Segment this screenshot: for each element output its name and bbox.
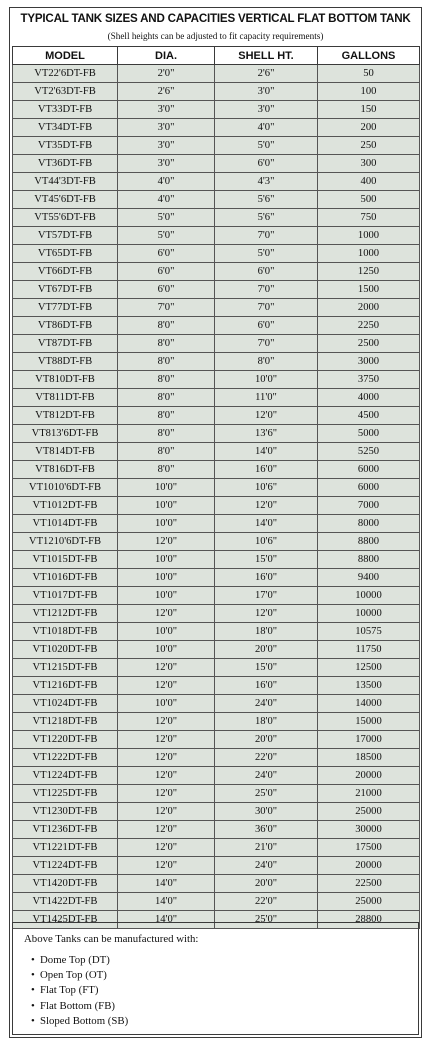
- table-row: [13, 641, 420, 659]
- cell-diameter: 2'6": [118, 83, 215, 101]
- cell-model: VT1210'6DT-FB: [13, 533, 118, 551]
- table-row: [13, 569, 420, 587]
- cell-model: VT1018DT-FB: [13, 623, 118, 641]
- cell-diameter: 3'0": [118, 155, 215, 173]
- table-row: [13, 389, 420, 407]
- table-row: [13, 857, 420, 875]
- cell-gallons: 6000: [318, 479, 420, 497]
- table-row: [13, 875, 420, 893]
- cell-diameter: 14'0": [118, 875, 215, 893]
- cell-shell-height: 14'0": [215, 515, 318, 533]
- cell-diameter: 3'0": [118, 137, 215, 155]
- table-row: [13, 425, 420, 443]
- cell-model: VT45'6DT-FB: [13, 191, 118, 209]
- table-row: [13, 353, 420, 371]
- cell-model: VT1012DT-FB: [13, 497, 118, 515]
- cell-model: VT1422DT-FB: [13, 893, 118, 911]
- cell-model: VT814DT-FB: [13, 443, 118, 461]
- cell-gallons: 25000: [318, 803, 420, 821]
- cell-diameter: 12'0": [118, 785, 215, 803]
- cell-model: VT66DT-FB: [13, 263, 118, 281]
- cell-shell-height: 7'0": [215, 227, 318, 245]
- cell-shell-height: 11'0": [215, 389, 318, 407]
- table-row: [13, 299, 420, 317]
- cell-model: VT2'63DT-FB: [13, 83, 118, 101]
- cell-diameter: 12'0": [118, 659, 215, 677]
- cell-diameter: 7'0": [118, 299, 215, 317]
- cell-gallons: 8000: [318, 515, 420, 533]
- cell-shell-height: 24'0": [215, 695, 318, 713]
- table-row: [13, 587, 420, 605]
- cell-gallons: 14000: [318, 695, 420, 713]
- cell-diameter: 4'0": [118, 173, 215, 191]
- cell-model: VT1222DT-FB: [13, 749, 118, 767]
- cell-model: VT1020DT-FB: [13, 641, 118, 659]
- cell-shell-height: 18'0": [215, 713, 318, 731]
- tank-size-table: [12, 46, 420, 929]
- table-row: [13, 443, 420, 461]
- cell-diameter: 8'0": [118, 407, 215, 425]
- table-row: [13, 659, 420, 677]
- cell-diameter: 6'0": [118, 263, 215, 281]
- cell-shell-height: 2'6": [215, 65, 318, 83]
- cell-model: VT1224DT-FB: [13, 767, 118, 785]
- cell-diameter: 12'0": [118, 821, 215, 839]
- column-header-shell-height: SHELL HT.: [215, 47, 318, 65]
- cell-shell-height: 21'0": [215, 839, 318, 857]
- table-row: [13, 83, 420, 101]
- cell-model: VT1220DT-FB: [13, 731, 118, 749]
- cell-shell-height: 24'0": [215, 767, 318, 785]
- tank-capacity-sheet: [9, 7, 422, 1038]
- cell-gallons: 9400: [318, 569, 420, 587]
- cell-model: VT86DT-FB: [13, 317, 118, 335]
- cell-gallons: 12500: [318, 659, 420, 677]
- cell-shell-height: 20'0": [215, 641, 318, 659]
- cell-gallons: 18500: [318, 749, 420, 767]
- cell-gallons: 15000: [318, 713, 420, 731]
- cell-gallons: 5250: [318, 443, 420, 461]
- cell-shell-height: 8'0": [215, 353, 318, 371]
- column-header-gallons: GALLONS: [318, 47, 420, 65]
- cell-model: VT1017DT-FB: [13, 587, 118, 605]
- cell-gallons: 20000: [318, 857, 420, 875]
- table-row: [13, 785, 420, 803]
- cell-shell-height: 6'0": [215, 263, 318, 281]
- cell-gallons: 100: [318, 83, 420, 101]
- cell-shell-height: 18'0": [215, 623, 318, 641]
- table-row: [13, 263, 420, 281]
- cell-shell-height: 5'6": [215, 191, 318, 209]
- cell-model: VT36DT-FB: [13, 155, 118, 173]
- cell-diameter: 10'0": [118, 641, 215, 659]
- table-row: [13, 191, 420, 209]
- cell-shell-height: 10'6": [215, 479, 318, 497]
- cell-model: VT1010'6DT-FB: [13, 479, 118, 497]
- cell-gallons: 30000: [318, 821, 420, 839]
- cell-gallons: 3000: [318, 353, 420, 371]
- table-row: [13, 335, 420, 353]
- cell-gallons: 2000: [318, 299, 420, 317]
- cell-model: VT1024DT-FB: [13, 695, 118, 713]
- options-heading: Above Tanks can be manufactured with:: [24, 933, 199, 945]
- cell-gallons: 17000: [318, 731, 420, 749]
- cell-shell-height: 6'0": [215, 317, 318, 335]
- cell-diameter: 8'0": [118, 425, 215, 443]
- option-label: Flat Bottom (FB): [40, 999, 115, 1012]
- cell-model: VT1218DT-FB: [13, 713, 118, 731]
- cell-model: VT1230DT-FB: [13, 803, 118, 821]
- cell-model: VT1216DT-FB: [13, 677, 118, 695]
- cell-model: VT44'3DT-FB: [13, 173, 118, 191]
- cell-diameter: 12'0": [118, 677, 215, 695]
- cell-diameter: 5'0": [118, 209, 215, 227]
- cell-diameter: 12'0": [118, 731, 215, 749]
- cell-model: VT1015DT-FB: [13, 551, 118, 569]
- cell-gallons: 300: [318, 155, 420, 173]
- cell-diameter: 10'0": [118, 551, 215, 569]
- cell-shell-height: 22'0": [215, 749, 318, 767]
- cell-shell-height: 4'0": [215, 119, 318, 137]
- cell-model: VT77DT-FB: [13, 299, 118, 317]
- cell-model: VT1225DT-FB: [13, 785, 118, 803]
- cell-shell-height: 3'0": [215, 83, 318, 101]
- cell-diameter: 3'0": [118, 101, 215, 119]
- cell-gallons: 28800: [318, 911, 420, 929]
- cell-shell-height: 16'0": [215, 569, 318, 587]
- cell-model: VT812DT-FB: [13, 407, 118, 425]
- cell-gallons: 2500: [318, 335, 420, 353]
- cell-diameter: 6'0": [118, 245, 215, 263]
- cell-diameter: 6'0": [118, 281, 215, 299]
- cell-model: VT88DT-FB: [13, 353, 118, 371]
- cell-diameter: 10'0": [118, 623, 215, 641]
- cell-diameter: 12'0": [118, 749, 215, 767]
- cell-model: VT65DT-FB: [13, 245, 118, 263]
- table-row: [13, 893, 420, 911]
- option-label: Dome Top (DT): [40, 954, 110, 966]
- cell-diameter: 12'0": [118, 605, 215, 623]
- cell-gallons: 4000: [318, 389, 420, 407]
- list-item: [31, 983, 128, 998]
- table-row: [13, 677, 420, 695]
- page-subtitle: (Shell heights can be adjusted to fit capacity requirements): [107, 31, 324, 41]
- table-row: [13, 803, 420, 821]
- cell-shell-height: 25'0": [215, 911, 318, 929]
- cell-shell-height: 4'3": [215, 173, 318, 191]
- cell-model: VT1224DT-FB: [13, 857, 118, 875]
- table-row: [13, 767, 420, 785]
- table-row: [13, 497, 420, 515]
- cell-shell-height: 30'0": [215, 803, 318, 821]
- cell-diameter: 4'0": [118, 191, 215, 209]
- table-row: [13, 749, 420, 767]
- cell-shell-height: 12'0": [215, 605, 318, 623]
- cell-gallons: 7000: [318, 497, 420, 515]
- table-row: [13, 605, 420, 623]
- page-title: TYPICAL TANK SIZES AND CAPACITIES VERTICAL FLAT BOTTOM TANK: [20, 12, 411, 25]
- table-row: [13, 245, 420, 263]
- cell-shell-height: 24'0": [215, 857, 318, 875]
- cell-gallons: 10575: [318, 623, 420, 641]
- cell-gallons: 50: [318, 65, 420, 83]
- cell-model: VT55'6DT-FB: [13, 209, 118, 227]
- list-item: [31, 1014, 128, 1029]
- table-row: [13, 731, 420, 749]
- cell-shell-height: 3'0": [215, 101, 318, 119]
- table-row: [13, 209, 420, 227]
- table-row: [13, 119, 420, 137]
- cell-shell-height: 14'0": [215, 443, 318, 461]
- list-item: [31, 999, 128, 1014]
- cell-shell-height: 7'0": [215, 281, 318, 299]
- cell-gallons: 25000: [318, 893, 420, 911]
- options-list: [13, 953, 128, 1029]
- cell-diameter: 14'0": [118, 893, 215, 911]
- cell-model: VT811DT-FB: [13, 389, 118, 407]
- table-row: [13, 623, 420, 641]
- cell-gallons: 1000: [318, 245, 420, 263]
- table-row: [13, 461, 420, 479]
- cell-gallons: 6000: [318, 461, 420, 479]
- table-row: [13, 227, 420, 245]
- cell-shell-height: 17'0": [215, 587, 318, 605]
- cell-diameter: 8'0": [118, 353, 215, 371]
- table-row: [13, 371, 420, 389]
- cell-shell-height: 7'0": [215, 335, 318, 353]
- cell-shell-height: 10'0": [215, 371, 318, 389]
- table-row: [13, 65, 420, 83]
- cell-gallons: 1250: [318, 263, 420, 281]
- cell-gallons: 1500: [318, 281, 420, 299]
- cell-model: VT67DT-FB: [13, 281, 118, 299]
- cell-gallons: 20000: [318, 767, 420, 785]
- cell-diameter: 12'0": [118, 713, 215, 731]
- cell-gallons: 11750: [318, 641, 420, 659]
- cell-diameter: 10'0": [118, 695, 215, 713]
- cell-model: VT33DT-FB: [13, 101, 118, 119]
- cell-diameter: 8'0": [118, 317, 215, 335]
- cell-gallons: 21000: [318, 785, 420, 803]
- table-row: [13, 281, 420, 299]
- cell-shell-height: 25'0": [215, 785, 318, 803]
- cell-model: VT813'6DT-FB: [13, 425, 118, 443]
- cell-model: VT1215DT-FB: [13, 659, 118, 677]
- cell-shell-height: 5'0": [215, 137, 318, 155]
- cell-gallons: 10000: [318, 605, 420, 623]
- column-header-diameter: DIA.: [118, 47, 215, 65]
- table-row: [13, 317, 420, 335]
- cell-diameter: 14'0": [118, 911, 215, 929]
- cell-shell-height: 5'0": [215, 245, 318, 263]
- option-label: Sloped Bottom (SB): [40, 1014, 129, 1027]
- cell-gallons: 10000: [318, 587, 420, 605]
- cell-gallons: 22500: [318, 875, 420, 893]
- cell-gallons: 4500: [318, 407, 420, 425]
- cell-gallons: 150: [318, 101, 420, 119]
- cell-gallons: 250: [318, 137, 420, 155]
- list-item: [31, 953, 128, 968]
- table-row: [13, 533, 420, 551]
- cell-gallons: 5000: [318, 425, 420, 443]
- cell-diameter: 2'0": [118, 65, 215, 83]
- table-row: [13, 713, 420, 731]
- cell-shell-height: 6'0": [215, 155, 318, 173]
- table-row: [13, 173, 420, 191]
- cell-diameter: 8'0": [118, 335, 215, 353]
- cell-model: VT810DT-FB: [13, 371, 118, 389]
- table-row: [13, 101, 420, 119]
- cell-gallons: 400: [318, 173, 420, 191]
- option-label: Flat Top (FT): [40, 984, 99, 997]
- column-header-model: MODEL: [13, 47, 118, 65]
- cell-diameter: 10'0": [118, 479, 215, 497]
- cell-gallons: 8800: [318, 551, 420, 569]
- table-row: [13, 407, 420, 425]
- cell-diameter: 10'0": [118, 497, 215, 515]
- cell-diameter: 8'0": [118, 443, 215, 461]
- table-row: [13, 155, 420, 173]
- bullet-icon: •: [31, 999, 35, 1012]
- cell-shell-height: 15'0": [215, 659, 318, 677]
- table-row: [13, 515, 420, 533]
- cell-shell-height: 12'0": [215, 407, 318, 425]
- table-header-row: [13, 47, 420, 65]
- table-row: [13, 821, 420, 839]
- cell-diameter: 12'0": [118, 839, 215, 857]
- cell-diameter: 12'0": [118, 857, 215, 875]
- cell-shell-height: 22'0": [215, 893, 318, 911]
- cell-diameter: 10'0": [118, 587, 215, 605]
- cell-model: VT1425DT-FB: [13, 911, 118, 929]
- cell-gallons: 3750: [318, 371, 420, 389]
- cell-model: VT816DT-FB: [13, 461, 118, 479]
- cell-shell-height: 16'0": [215, 461, 318, 479]
- cell-gallons: 750: [318, 209, 420, 227]
- cell-shell-height: 36'0": [215, 821, 318, 839]
- cell-shell-height: 16'0": [215, 677, 318, 695]
- cell-diameter: 8'0": [118, 371, 215, 389]
- cell-model: VT87DT-FB: [13, 335, 118, 353]
- cell-shell-height: 15'0": [215, 551, 318, 569]
- cell-diameter: 10'0": [118, 515, 215, 533]
- table-row: [13, 551, 420, 569]
- cell-diameter: 12'0": [118, 767, 215, 785]
- cell-model: VT34DT-FB: [13, 119, 118, 137]
- cell-shell-height: 13'6": [215, 425, 318, 443]
- table-row: [13, 839, 420, 857]
- cell-gallons: 2250: [318, 317, 420, 335]
- cell-gallons: 200: [318, 119, 420, 137]
- cell-shell-height: 10'6": [215, 533, 318, 551]
- bullet-icon: •: [31, 1014, 35, 1027]
- cell-model: VT1221DT-FB: [13, 839, 118, 857]
- manufacturing-options-box: [12, 922, 419, 1035]
- cell-diameter: 10'0": [118, 569, 215, 587]
- bullet-icon: •: [31, 954, 35, 966]
- cell-model: VT1236DT-FB: [13, 821, 118, 839]
- cell-diameter: 8'0": [118, 389, 215, 407]
- cell-diameter: 12'0": [118, 803, 215, 821]
- cell-model: VT1212DT-FB: [13, 605, 118, 623]
- cell-shell-height: 12'0": [215, 497, 318, 515]
- option-label: Open Top (OT): [40, 969, 107, 982]
- cell-model: VT22'6DT-FB: [13, 65, 118, 83]
- cell-diameter: 8'0": [118, 461, 215, 479]
- bullet-icon: •: [31, 984, 35, 997]
- cell-model: VT1420DT-FB: [13, 875, 118, 893]
- cell-diameter: 12'0": [118, 533, 215, 551]
- cell-diameter: 5'0": [118, 227, 215, 245]
- table-row: [13, 479, 420, 497]
- bullet-icon: •: [31, 969, 35, 982]
- table-body: [13, 65, 420, 929]
- table-row: [13, 695, 420, 713]
- cell-shell-height: 5'6": [215, 209, 318, 227]
- cell-gallons: 17500: [318, 839, 420, 857]
- table-row: [13, 137, 420, 155]
- cell-gallons: 500: [318, 191, 420, 209]
- cell-model: VT35DT-FB: [13, 137, 118, 155]
- cell-shell-height: 20'0": [215, 875, 318, 893]
- cell-diameter: 3'0": [118, 119, 215, 137]
- cell-gallons: 13500: [318, 677, 420, 695]
- cell-gallons: 1000: [318, 227, 420, 245]
- cell-shell-height: 20'0": [215, 731, 318, 749]
- list-item: [31, 968, 128, 983]
- cell-model: VT1014DT-FB: [13, 515, 118, 533]
- cell-shell-height: 7'0": [215, 299, 318, 317]
- cell-model: VT57DT-FB: [13, 227, 118, 245]
- cell-gallons: 8800: [318, 533, 420, 551]
- cell-model: VT1016DT-FB: [13, 569, 118, 587]
